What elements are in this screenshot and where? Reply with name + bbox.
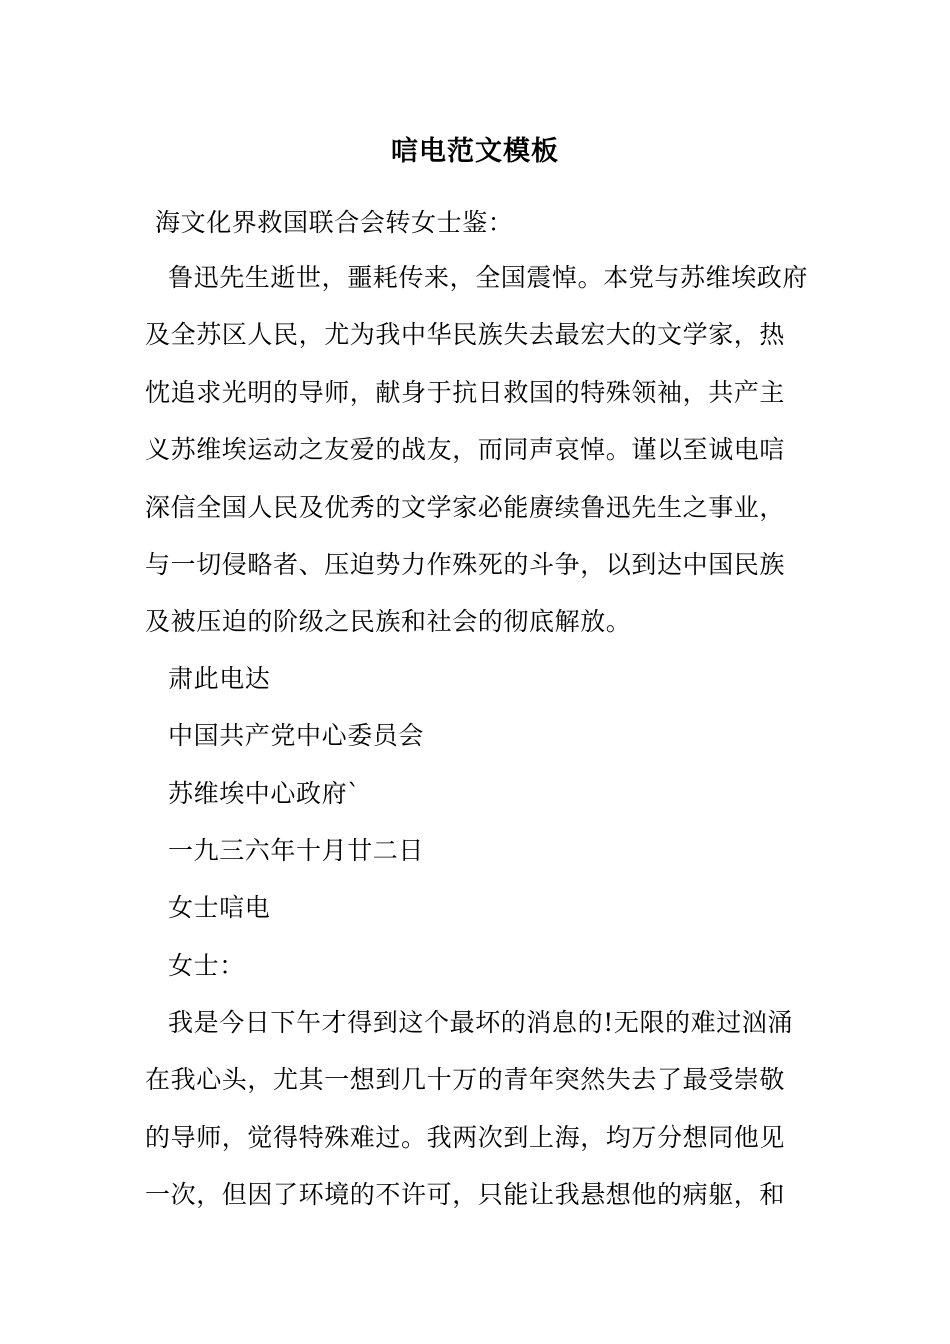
- second-body-line: 我是今日下午才得到这个最坏的消息的!无限的难过汹涌: [168, 1008, 794, 1037]
- body-line: 及被压迫的阶级之民族和社会的彻底解放。: [145, 607, 632, 636]
- second-salutation: 女士：: [168, 951, 245, 980]
- second-title: 女士唁电: [168, 893, 271, 922]
- body-line: 义苏维埃运动之友爱的战友，而同声哀悼。谨以至诚电唁: [145, 435, 786, 464]
- signature-line: 苏维埃中心政府`: [168, 779, 361, 808]
- body-line: 与一切侵略者、压迫势力作殊死的斗争，以到达中国民族: [145, 550, 786, 579]
- body-line: 及全苏区人民，尤为我中华民族失去最宏大的文学家，热: [145, 320, 786, 349]
- body-line: 深信全国人民及优秀的文学家必能赓续鲁迅先生之事业，: [145, 493, 786, 522]
- signature-line: 中国共产党中心委员会: [168, 721, 425, 750]
- body-line: 忱追求光明的导师，献身于抗日救国的特殊领袖，共产主: [145, 378, 786, 407]
- body-line: 鲁迅先生逝世，噩耗传来，全国震悼。本党与苏维埃政府: [168, 263, 809, 292]
- second-body-line: 一次，但因了环境的不许可，只能让我悬想他的病躯，和: [145, 1180, 786, 1209]
- salutation: 海文化界救国联合会转女士鉴：: [155, 208, 514, 237]
- document-title: 唁电范文模板: [391, 136, 559, 167]
- second-body-line: 在我心头，尤其一想到几十万的青年突然失去了最受崇敬: [145, 1065, 786, 1094]
- second-body-line: 的导师，觉得特殊难过。我两次到上海，均万分想同他见: [145, 1123, 786, 1152]
- date-line: 一九三六年十月廿二日: [168, 836, 425, 865]
- closing-line: 肃此电达: [168, 664, 271, 693]
